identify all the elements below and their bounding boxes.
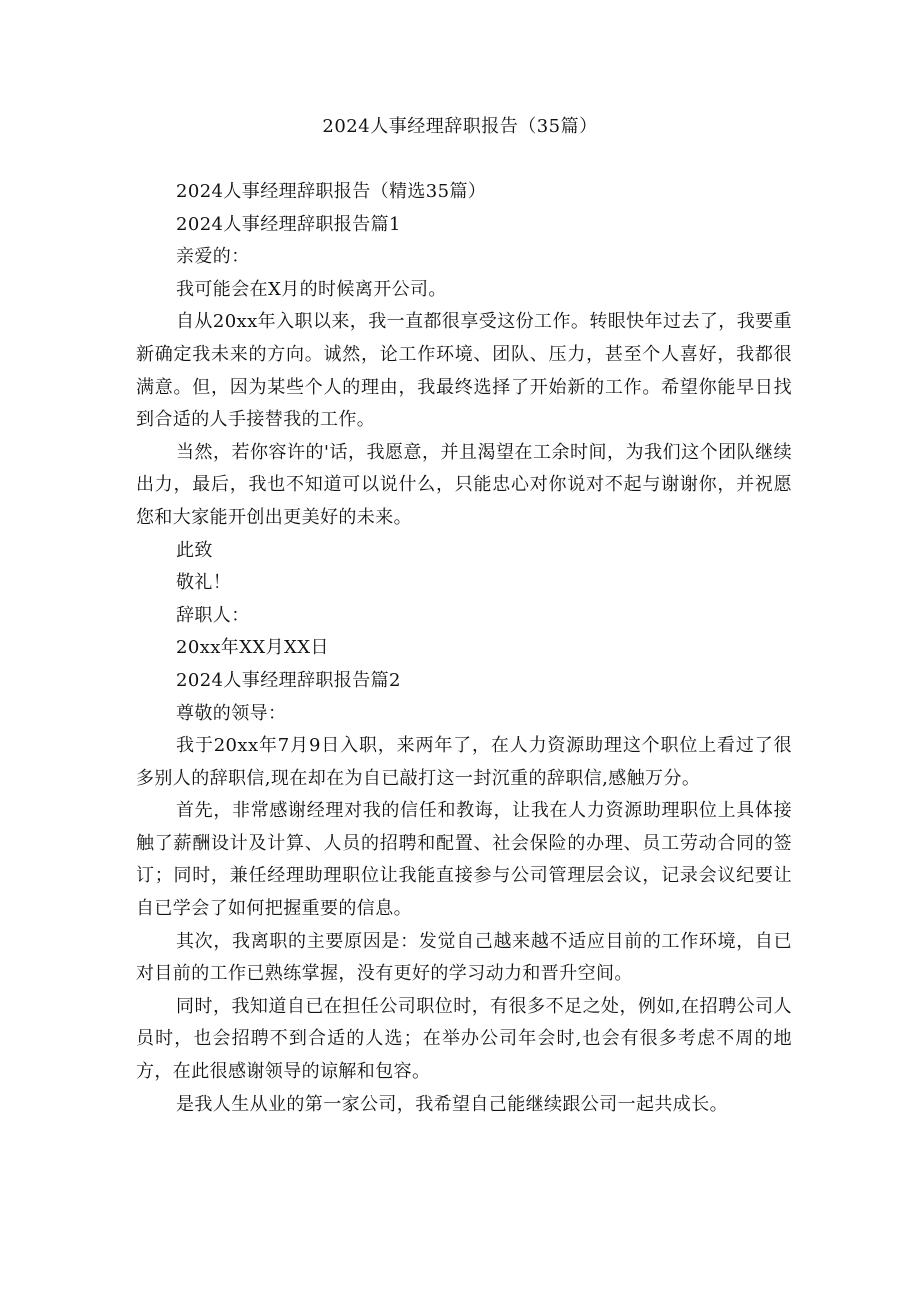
salutation: 尊敬的领导： (176, 702, 287, 724)
paragraph: 当然，若你容许的'话，我愿意，并且渴望在工余时间，为我们这个团队继续出力，最后，我也不知道可以说什么，只能忠心对你说对不起与谢谢你，并祝愿您和大家能开创出更美好的未来。 (136, 441, 792, 528)
signature-label: 辞职人： (176, 604, 250, 626)
paragraph: 其次，我离职的主要原因是：发觉自己越来越不适应目前的工作环境，自已对目前的工作已熟练掌握，没有更好的学习动力和晋升空间。 (136, 930, 792, 985)
text-line: 我可能会在X月的时候离开公司。 (176, 278, 447, 300)
date-line: 20xx年XX月XX日 (176, 637, 329, 659)
section-heading: 2024人事经理辞职报告篇1 (176, 213, 401, 235)
paragraph: 首先，非常感谢经理对我的信任和教诲，让我在人力资源助理职位上具体接触了薪酬设计及计算、人员的招聘和配置、社会保险的办理、员工劳动合同的签订；同时，兼任经理助理职位让我能直接参与公司管理层会议，记录会议纪要让自已学会了如何把握重要的信息。 (136, 800, 792, 920)
paragraph: 是我人生从业的第一家公司，我希望自己能继续跟公司一起共成长。 (176, 1093, 728, 1115)
closing-line: 敬礼！ (176, 572, 232, 594)
subtitle-line: 2024人事经理辞职报告（精选35篇） (176, 181, 487, 202)
closing-line: 此致 (176, 539, 213, 561)
salutation: 亲爱的： (176, 246, 250, 268)
paragraph: 我于20xx年7月9日入职，来两年了，在人力资源助理这个职位上看过了很多别人的辞职信,现在却在为自已敲打这一封沉重的辞职信,感触万分。 (136, 735, 792, 789)
section-heading: 2024人事经理辞职报告篇2 (176, 669, 401, 691)
document-body (136, 176, 792, 1121)
paragraph: 同时，我知道自已在担任公司职位时，有很多不足之处，例如,在招聘公司人员时，也会招聘不到合适的人选；在举办公司年会时,也会有很多考虑不周的地方，在此很感谢领导的谅解和包容。 (136, 995, 792, 1083)
paragraph: 自从20xx年入职以来，我一直都很享受这份工作。转眼快年过去了，我要重新确定我未来的方向。诚然，论工作环境、团队、压力，甚至个人喜好，我都很满意。但，因为某些个人的理由，我最终选择了开始新的工作。希望你能早日找到合适的人手接替我的工作。 (136, 311, 792, 431)
document-title: 2024人事经理辞职报告（35篇） (322, 116, 598, 137)
